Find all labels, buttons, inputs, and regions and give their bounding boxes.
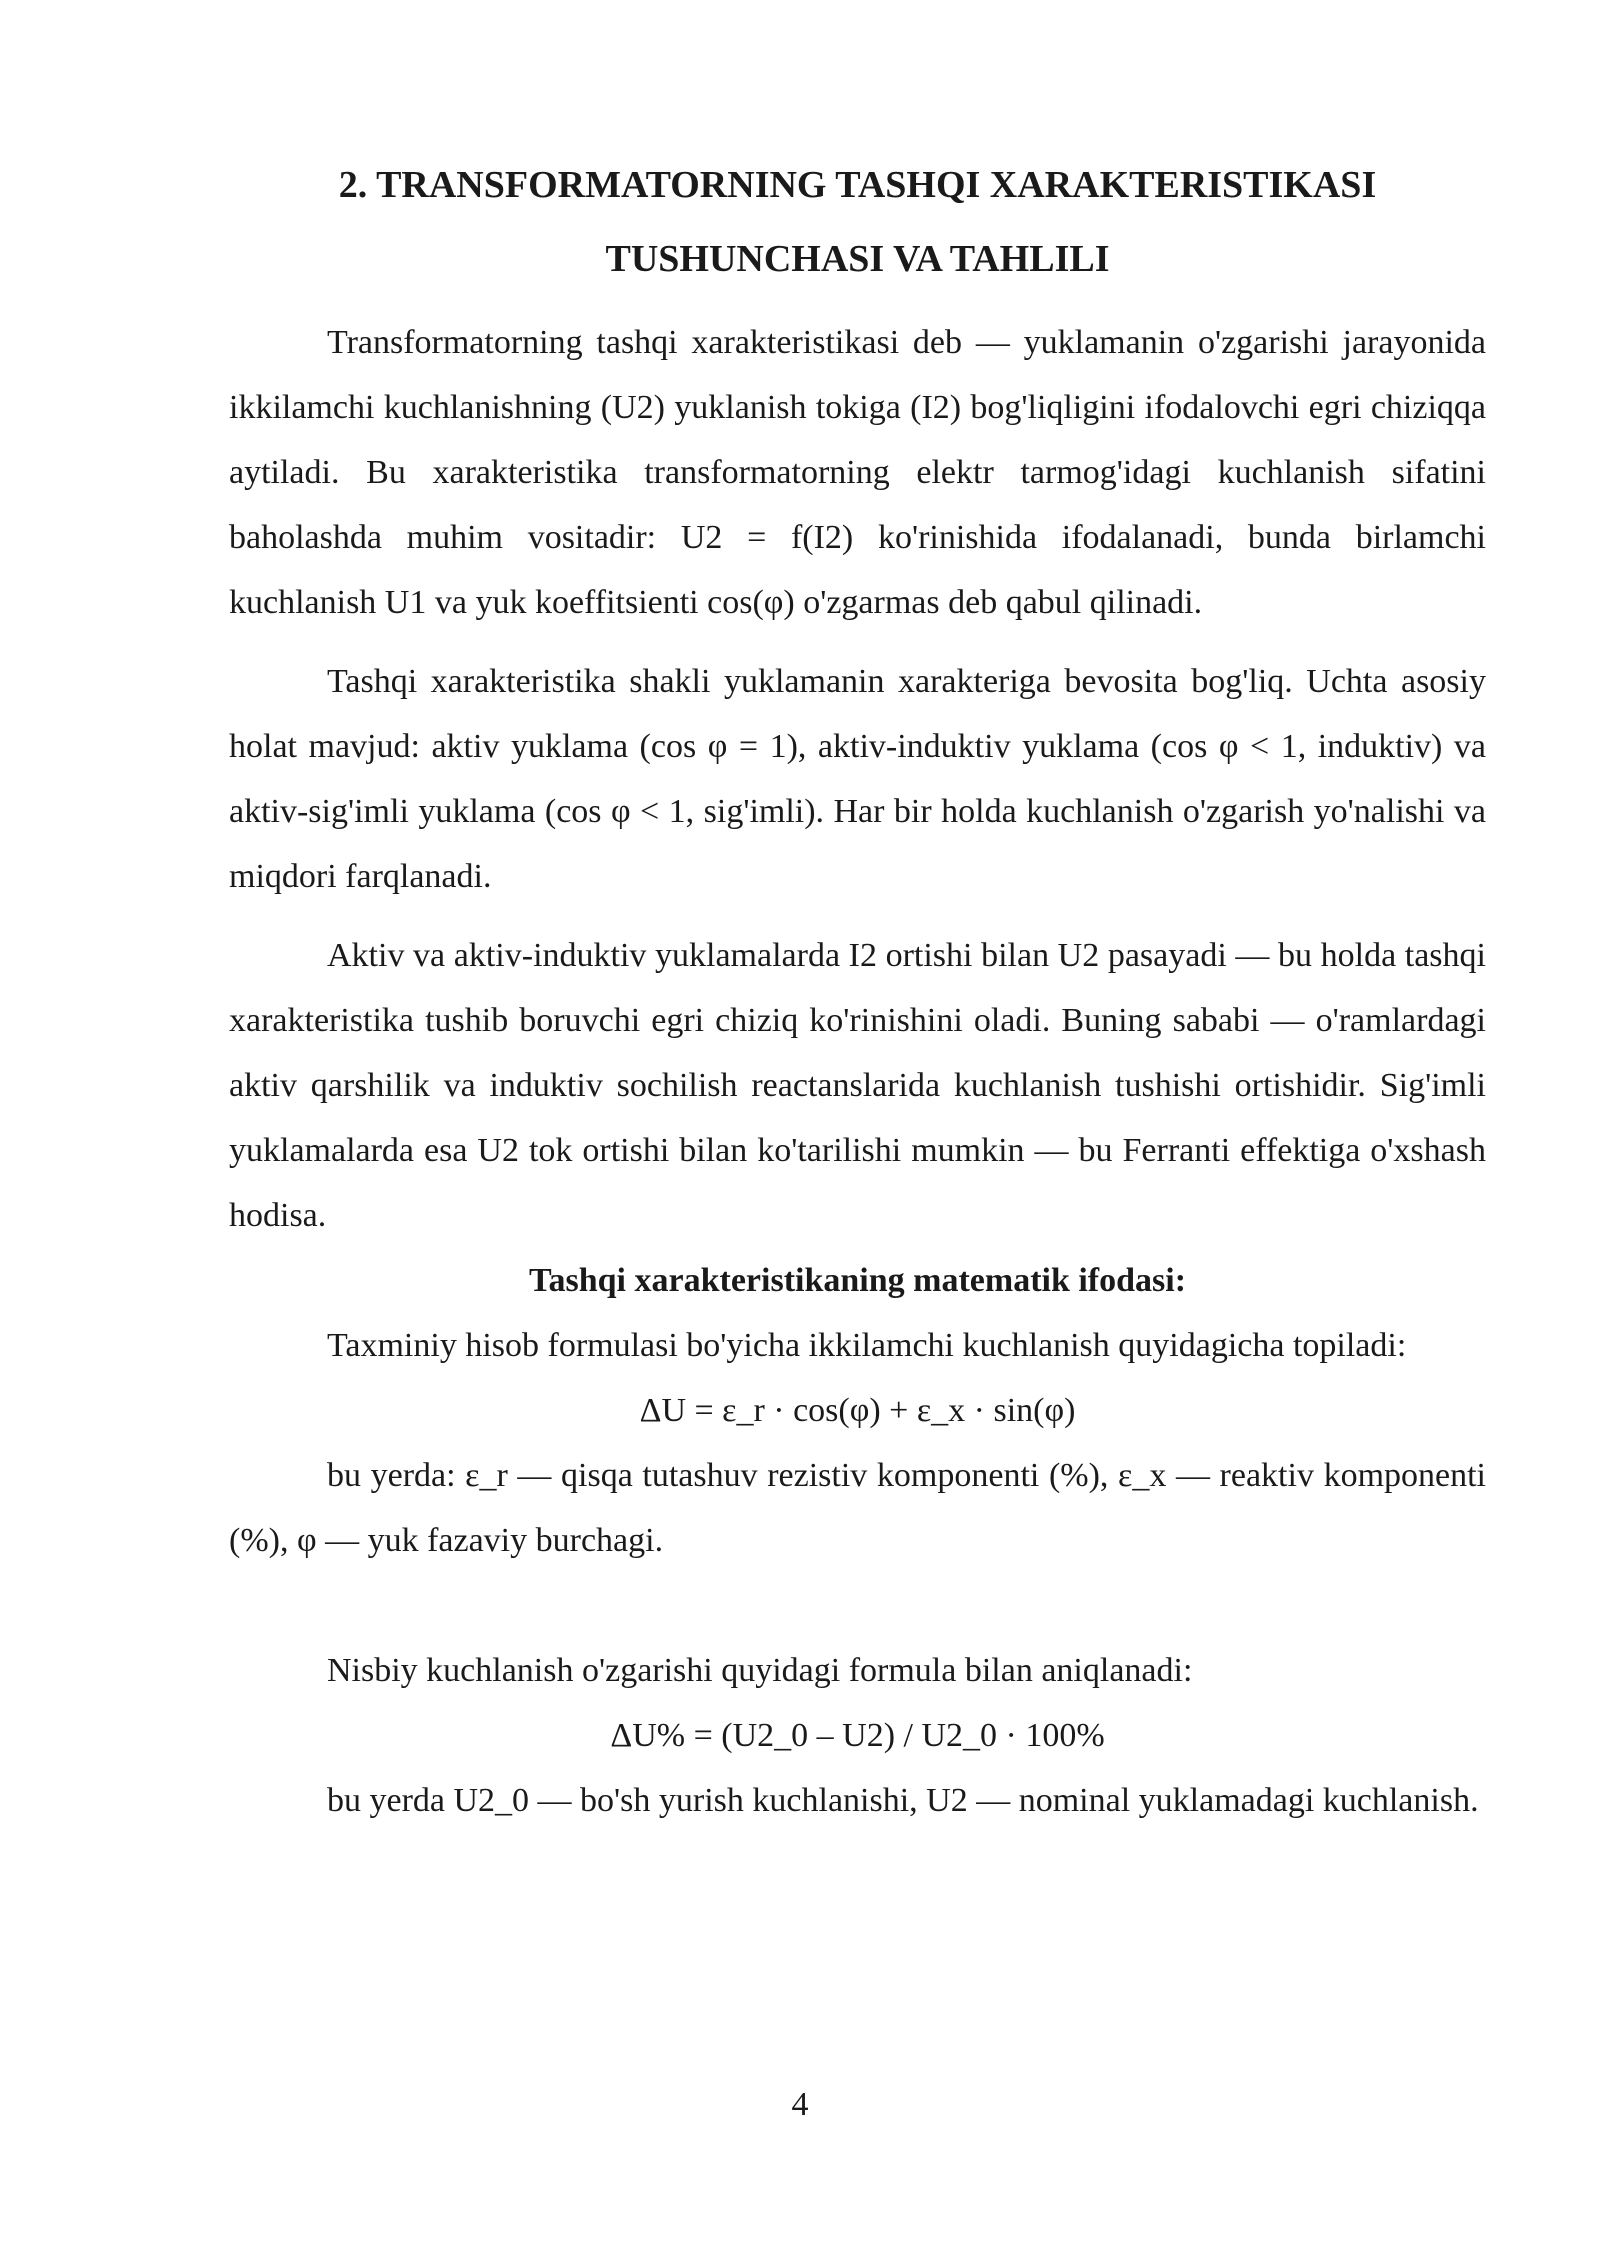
blank-line xyxy=(229,1573,1486,1638)
document-page xyxy=(229,148,1486,1833)
formula-voltage-change: ΔU = ε_r · cos(φ) + ε_x · sin(φ) xyxy=(639,1392,1076,1429)
section-title-line-1: 2. TRANSFORMATORNING TASHQI XARAKTERISTIKASI xyxy=(338,164,1377,206)
paragraph-relative-change-explanation: bu yerda U2_0 — bo'sh yurish kuchlanishi, U2 — nominal yuklamadagi kuchlanish. xyxy=(327,1782,1479,1819)
formula-relative-voltage-change: ΔU% = (U2_0 – U2) / U2_0 · 100% xyxy=(610,1717,1105,1754)
paragraph-definition: Transformatorning tashqi xarakteristikasi deb — yuklamanin o'zgarishi jarayonida ikkilamchi kuchlanishning (U2) yuklanish tokiga (I2) bog'liqligini ifodalovchi egri chiziqqa aytiladi. Bu xarakteristika transformatorning elektr tarmog'idagi kuchlanish sifatini baholashda muhim vositadir: U2 = f(I2) ko'rinishida ifodalanadi, bunda birlamchi kuchlanish U1 va yuk koeffitsienti cos(φ) o'zgarmas deb qabul qilinadi. xyxy=(229,324,1486,621)
subheading-math-expression: Tashqi xarakteristikaning matematik ifodasi: xyxy=(528,1262,1187,1299)
paragraph-load-types: Tashqi xarakteristika shakli yuklamanin xarakteriga bevosita bog'liq. Uchta asosiy holat mavjud: aktiv yuklama (cos φ = 1), aktiv-induktiv yuklama (cos φ < 1, induktiv) va aktiv-sig'imli yuklama (cos φ < 1, sig'imli). Har bir holda kuchlanish o'zgarish yo'nalishi va miqdori farqlanadi. xyxy=(229,663,1486,895)
paragraph-voltage-drop: Aktiv va aktiv-induktiv yuklamalarda I2 ortishi bilan U2 pasayadi — bu holda tashqi xarakteristika tushib boruvchi egri chiziq ko'rinishini oladi. Buning sababi — o'ramlardagi aktiv qarshilik va induktiv sochilish reactanslarida kuchlanish tushishi ortishidir. Sig'imli yuklamalarda esa U2 tok ortishi bilan ko'tarilishi mumkin — bu Ferranti effektiga o'xshash hodisa. xyxy=(229,937,1486,1234)
section-title-line-2: TUSHUNCHASI VA TAHLILI xyxy=(605,238,1110,280)
section-title xyxy=(229,148,1486,296)
paragraph-relative-change-intro: Nisbiy kuchlanish o'zgarishi quyidagi formula bilan aniqlanadi: xyxy=(327,1652,1193,1689)
paragraph-formula-intro: Taxminiy hisob formulasi bo'yicha ikkilamchi kuchlanish quyidagicha topiladi: xyxy=(327,1327,1407,1364)
page-number: 4 xyxy=(791,2086,809,2123)
paragraph-formula-explanation: bu yerda: ε_r — qisqa tutashuv rezistiv komponenti (%), ε_x — reaktiv komponenti (%), φ — yuk fazaviy burchagi. xyxy=(229,1457,1486,1559)
